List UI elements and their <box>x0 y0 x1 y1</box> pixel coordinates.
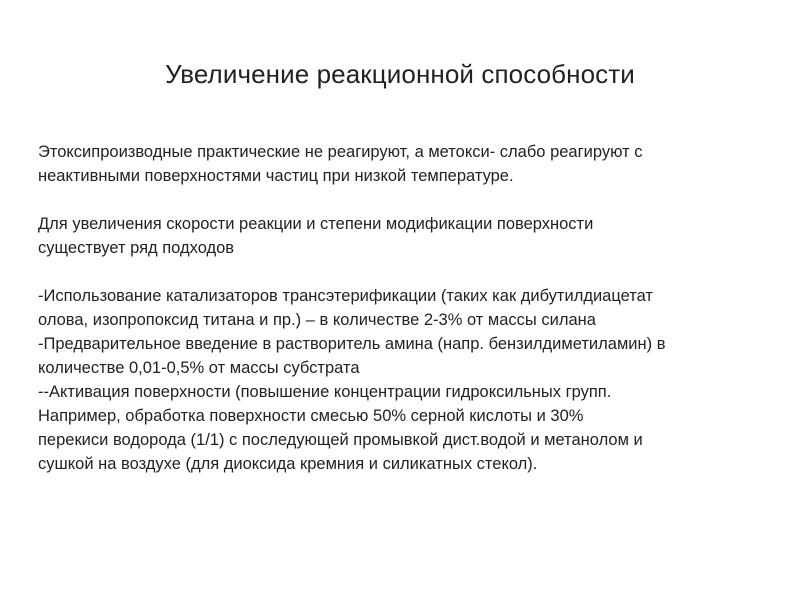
list-item-amine: -Предварительное введение в растворитель амина (напр. бензилдиметиламин) в количестве 0,01-0,5% от массы субстрата <box>38 335 666 377</box>
paragraph-approaches: Для увеличения скорости реакции и степени модификации поверхности существует ряд подходов <box>38 215 594 257</box>
slide-body <box>38 140 768 476</box>
paragraph-spacer <box>38 188 768 212</box>
paragraph-spacer <box>38 260 768 284</box>
list-item-activation: --Активация поверхности (повышение концентрации гидроксильных групп. Например, обработка поверхности смесью 50% серной кислоты и 30% перекиси водорода (1/1) с последующей промывкой дист.водой и метанолом и сушкой на воздухе (для диоксида кремния и силикатных стекол). <box>38 383 643 473</box>
paragraph-ethoxy: Этоксипроизводные практические не реагируют, а метокси- слабо реагируют с неактивными поверхностями частиц при низкой температуре. <box>38 143 643 185</box>
list-item-catalysts: -Использование катализаторов трансэтерификации (таких как дибутилдиацетат олова, изопропоксид титана и пр.) – в количестве 2-3% от массы силана <box>38 287 653 329</box>
slide-title: Увеличение реакционной способности <box>165 59 635 89</box>
